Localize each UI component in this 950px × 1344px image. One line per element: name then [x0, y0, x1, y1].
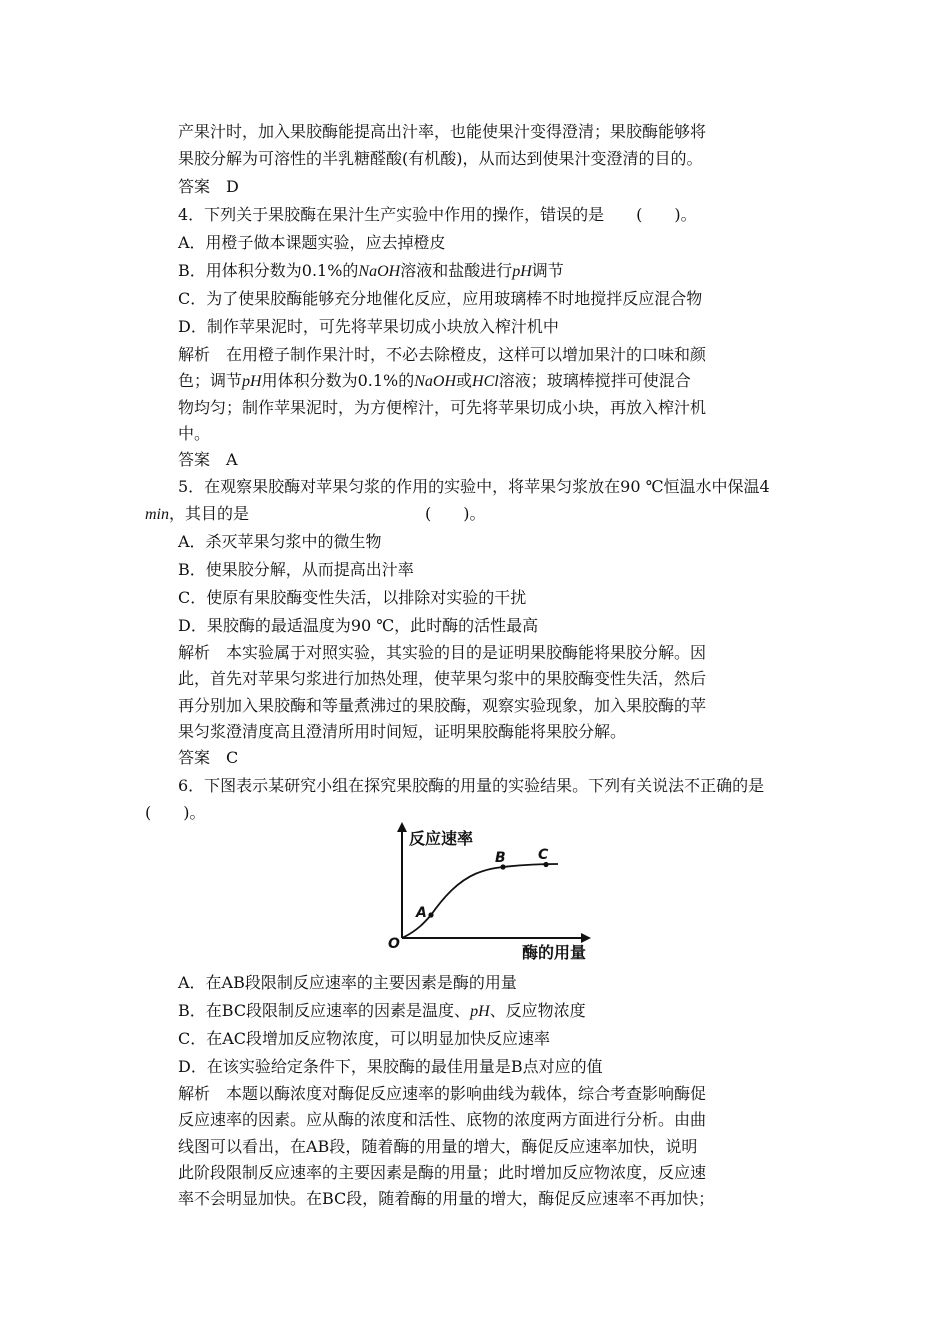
analysis-line: 此，首先对苹果匀浆进行加热处理，使苹果匀浆中的果胶酶变性失活，然后 [178, 669, 707, 688]
answer-line: 答案 A [178, 450, 238, 469]
option-c: C．为了使果胶酶能够充分地催化反应，应用玻璃棒不时地搅拌反应混合物 [178, 289, 703, 308]
option-c: C．在AC段增加反应物浓度，可以明显加快反应速率 [178, 1029, 551, 1048]
option-c: C．使原有果胶酶变性失活，以排除对实验的干扰 [178, 588, 527, 607]
question-5-cont: min，其目的是 ( )。 [145, 504, 486, 523]
analysis-line: 再分别加入果胶酶和等量煮沸过的果胶酶，观察实验现象，加入果胶酶的苹 [178, 696, 707, 715]
y-axis-label: 反应速率 [409, 829, 474, 848]
analysis-line: 线图可以看出，在AB段，随着酶的用量的增大，酶促反应速率加快，说明 [178, 1137, 698, 1156]
origin-label: O [388, 936, 400, 952]
question-5: 5．在观察果胶酶对苹果匀浆的作用的实验中，将苹果匀浆放在90 ℃恒温水中保温4 [178, 477, 770, 496]
answer-line: 答案 D [178, 177, 239, 196]
x-axis-label: 酶的用量 [522, 943, 587, 962]
enzyme-rate-figure [385, 820, 605, 965]
analysis-line: 物均匀；制作苹果泥时，为方便榨汁，可先将苹果切成小块，再放入榨汁机 [178, 398, 707, 417]
analysis-line: 解析 在用橙子制作果汁时，不必去除橙皮，这样可以增加果汁的口味和颜 [178, 345, 707, 364]
rate-curve [402, 864, 558, 938]
analysis-line: 解析 本实验属于对照实验，其实验的目的是证明果胶酶能将果胶分解。因 [178, 643, 707, 662]
analysis-line: 解析 本题以酶浓度对酶促反应速率的影响曲线为载体，综合考查影响酶促 [178, 1084, 707, 1103]
option-b: B．用体积分数为0.1%的NaOH溶液和盐酸进行pH调节 [178, 261, 564, 280]
option-b: B．在BC段限制反应速率的因素是温度、pH、反应物浓度 [178, 1001, 586, 1020]
option-a: A．杀灭苹果匀浆中的微生物 [178, 532, 382, 551]
option-d: D．果胶酶的最适温度为90 ℃，此时酶的活性最高 [178, 616, 539, 635]
point-c-label: C [538, 847, 549, 863]
text-line: 果胶分解为可溶性的半乳糖醛酸(有机酸)，从而达到使果汁变澄清的目的。 [178, 149, 703, 168]
option-d: D．在该实验给定条件下，果胶酶的最佳用量是B点对应的值 [178, 1057, 603, 1076]
analysis-line: 率不会明显加快。在BC段，随着酶的用量的增大，酶促反应速率不再加快； [178, 1189, 715, 1208]
question-6-cont: ( )。 [145, 803, 206, 822]
point-a-label: A [416, 905, 427, 921]
point-b-label: B [495, 850, 506, 866]
y-axis-arrow [397, 822, 407, 832]
analysis-line: 中。 [178, 424, 211, 443]
analysis-line: 反应速率的因素。应从酶的浓度和活性、底物的浓度两方面进行分析。由曲 [178, 1110, 707, 1129]
option-a: A．在AB段限制反应速率的主要因素是酶的用量 [178, 973, 517, 992]
x-axis-arrow [581, 933, 591, 943]
question-6: 6．下图表示某研究小组在探究果胶酶的用量的实验结果。下列有关说法不正确的是 [178, 776, 765, 795]
answer-line: 答案 C [178, 748, 239, 767]
option-a: A．用橙子做本课题实验，应去掉橙皮 [178, 233, 446, 252]
analysis-line: 果匀浆澄清度高且澄清所用时间短，证明果胶酶能将果胶分解。 [178, 722, 627, 741]
option-b: B．使果胶分解，从而提高出汁率 [178, 560, 414, 579]
analysis-line: 此阶段限制反应速率的主要因素是酶的用量；此时增加反应物浓度，反应速 [178, 1163, 707, 1182]
point-a-dot [428, 912, 433, 917]
analysis-line: 色；调节pH用体积分数为0.1%的NaOH或HCl溶液；玻璃棒搅拌可使混合 [178, 371, 691, 390]
option-d: D．制作苹果泥时，可先将苹果切成小块放入榨汁机中 [178, 317, 559, 336]
question-4: 4．下列关于果胶酶在果汁生产实验中作用的操作，错误的是 ( )。 [178, 205, 697, 224]
text-line: 产果汁时，加入果胶酶能提高出汁率，也能使果汁变得澄清；果胶酶能够将 [178, 122, 707, 141]
